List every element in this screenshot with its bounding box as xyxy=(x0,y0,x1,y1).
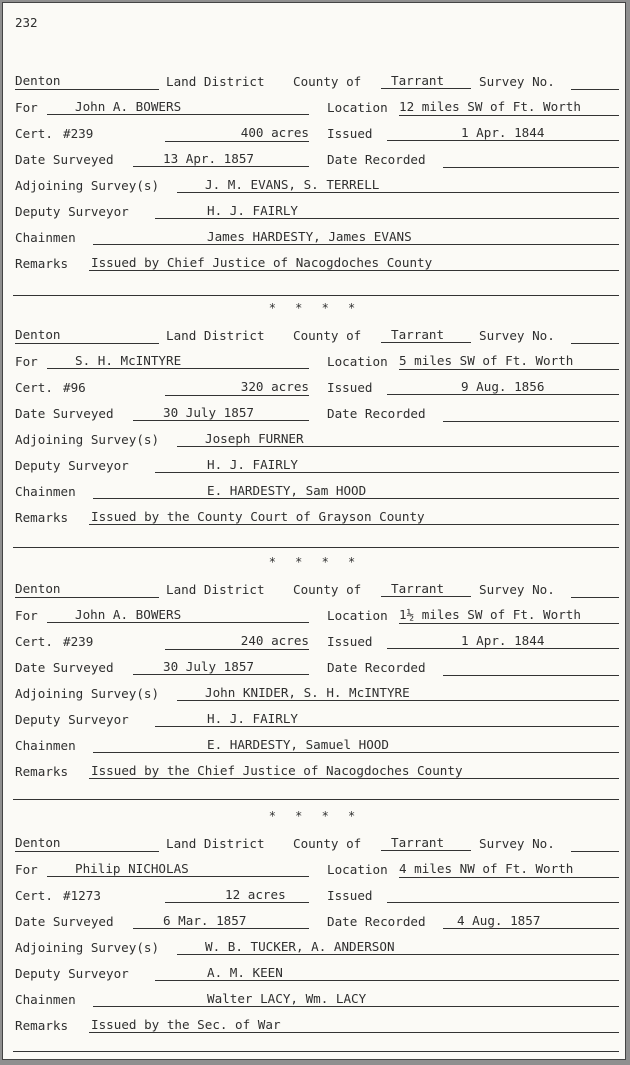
surveyed-row xyxy=(3,659,627,681)
adjoining-label: Adjoining Survey(s) xyxy=(15,686,160,701)
county-of-label: County of xyxy=(293,836,362,851)
deputy-label: Deputy Surveyor xyxy=(15,712,129,727)
remarks-label: Remarks xyxy=(15,256,69,271)
location-label: Location xyxy=(327,100,388,115)
location-value: 1½ miles SW of Ft. Worth xyxy=(399,608,619,624)
deputy-label: Deputy Surveyor xyxy=(15,458,129,473)
adjoining-value: W. B. TUCKER, A. ANDERSON xyxy=(177,940,619,955)
for-row xyxy=(3,99,627,121)
district-row xyxy=(3,327,627,349)
district-value: Denton xyxy=(15,582,159,598)
survey-no-label: Survey No. xyxy=(479,836,555,851)
remarks-continuation-line xyxy=(13,1051,619,1052)
adjoining-label: Adjoining Survey(s) xyxy=(15,940,160,955)
date-surveyed-value: 6 Mar. 1857 xyxy=(133,914,309,929)
date-recorded-label: Date Recorded xyxy=(327,406,426,421)
for-value: Philip NICHOLAS xyxy=(47,862,309,877)
adjoining-label: Adjoining Survey(s) xyxy=(15,432,160,447)
for-label: For xyxy=(15,608,38,623)
location-value: 5 miles SW of Ft. Worth xyxy=(399,354,619,370)
county-of-label: County of xyxy=(293,328,362,343)
cert-value: #1273 xyxy=(63,888,101,903)
date-surveyed-value: 13 Apr. 1857 xyxy=(133,152,309,167)
for-row xyxy=(3,353,627,375)
cert-label: Cert. xyxy=(15,126,53,141)
district-value: Denton xyxy=(15,74,159,90)
deputy-value: H. J. FAIRLY xyxy=(155,712,619,727)
record-separator: * * * * xyxy=(268,809,362,823)
survey-no-value xyxy=(571,836,619,852)
issued-value: 9 Aug. 1856 xyxy=(387,380,619,395)
chainmen-value: E. HARDESTY, Sam HOOD xyxy=(93,484,619,499)
remarks-value: Issued by the County Court of Grayson County xyxy=(89,510,619,525)
deputy-label: Deputy Surveyor xyxy=(15,204,129,219)
cert-value: #239 xyxy=(63,126,94,141)
land-district-label: Land District xyxy=(166,74,265,89)
date-recorded-value xyxy=(443,660,619,676)
remarks-continuation-line xyxy=(13,547,619,548)
survey-no-value xyxy=(571,328,619,344)
cert-row xyxy=(3,633,627,655)
chainmen-row xyxy=(3,737,627,759)
deputy-value: H. J. FAIRLY xyxy=(155,204,619,219)
county-value: Tarrant xyxy=(381,328,471,343)
county-value: Tarrant xyxy=(381,582,471,597)
chainmen-value: Walter LACY, Wm. LACY xyxy=(93,992,619,1007)
register-page xyxy=(2,2,626,1060)
deputy-row xyxy=(3,203,627,225)
date-recorded-value xyxy=(443,152,619,168)
land-district-label: Land District xyxy=(166,328,265,343)
location-value: 4 miles NW of Ft. Worth xyxy=(399,862,619,878)
for-label: For xyxy=(15,862,38,877)
deputy-row xyxy=(3,965,627,987)
date-recorded-label: Date Recorded xyxy=(327,660,426,675)
location-label: Location xyxy=(327,862,388,877)
deputy-label: Deputy Surveyor xyxy=(15,966,129,981)
county-of-label: County of xyxy=(293,74,362,89)
chainmen-row xyxy=(3,991,627,1013)
land-district-label: Land District xyxy=(166,836,265,851)
adjoining-row xyxy=(3,939,627,961)
deputy-row xyxy=(3,711,627,733)
chainmen-row xyxy=(3,483,627,505)
cert-row xyxy=(3,379,627,401)
issued-label: Issued xyxy=(327,126,373,141)
deputy-row xyxy=(3,457,627,479)
issued-label: Issued xyxy=(327,380,373,395)
cert-row xyxy=(3,125,627,147)
chainmen-value: James HARDESTY, James EVANS xyxy=(93,230,619,245)
county-value: Tarrant xyxy=(381,74,471,89)
date-surveyed-label: Date Surveyed xyxy=(15,152,114,167)
survey-record xyxy=(3,73,627,303)
acres-value: 240 acres xyxy=(165,634,309,650)
date-recorded-label: Date Recorded xyxy=(327,152,426,167)
survey-record xyxy=(3,327,627,557)
record-separator: * * * * xyxy=(268,555,362,569)
survey-record xyxy=(3,581,627,811)
record-separator: * * * * xyxy=(268,301,362,315)
for-row xyxy=(3,861,627,883)
for-label: For xyxy=(15,354,38,369)
adjoining-value: J. M. EVANS, S. TERRELL xyxy=(177,178,619,193)
remarks-value: Issued by the Sec. of War xyxy=(89,1018,619,1033)
survey-no-label: Survey No. xyxy=(479,582,555,597)
survey-no-label: Survey No. xyxy=(479,328,555,343)
surveyed-row xyxy=(3,405,627,427)
remarks-row xyxy=(3,763,627,785)
survey-record xyxy=(3,835,627,1065)
remarks-label: Remarks xyxy=(15,1018,69,1033)
adjoining-value: John KNIDER, S. H. McINTYRE xyxy=(177,686,619,701)
acres-value: 400 acres xyxy=(165,126,309,142)
issued-value: 1 Apr. 1844 xyxy=(387,634,619,649)
date-recorded-value: 4 Aug. 1857 xyxy=(443,914,619,929)
location-label: Location xyxy=(327,354,388,369)
remarks-label: Remarks xyxy=(15,764,69,779)
chainmen-label: Chainmen xyxy=(15,738,76,753)
district-row xyxy=(3,73,627,95)
chainmen-label: Chainmen xyxy=(15,992,76,1007)
deputy-value: H. J. FAIRLY xyxy=(155,458,619,473)
date-surveyed-label: Date Surveyed xyxy=(15,660,114,675)
surveyed-row xyxy=(3,913,627,935)
acres-value: 320 acres xyxy=(165,380,309,396)
cert-row xyxy=(3,887,627,909)
surveyed-row xyxy=(3,151,627,173)
date-recorded-value xyxy=(443,406,619,422)
adjoining-row xyxy=(3,431,627,453)
remarks-row xyxy=(3,255,627,277)
deputy-value: A. M. KEEN xyxy=(155,966,619,981)
for-value: S. H. McINTYRE xyxy=(47,354,309,369)
remarks-value: Issued by Chief Justice of Nacogdoches County xyxy=(89,256,619,271)
remarks-continuation-line xyxy=(13,799,619,800)
land-district-label: Land District xyxy=(166,582,265,597)
adjoining-row xyxy=(3,685,627,707)
cert-label: Cert. xyxy=(15,380,53,395)
district-row xyxy=(3,835,627,857)
county-of-label: County of xyxy=(293,582,362,597)
date-surveyed-label: Date Surveyed xyxy=(15,406,114,421)
district-value: Denton xyxy=(15,328,159,344)
for-row xyxy=(3,607,627,629)
adjoining-label: Adjoining Survey(s) xyxy=(15,178,160,193)
remarks-value: Issued by the Chief Justice of Nacogdoches County xyxy=(89,764,619,779)
survey-no-value xyxy=(571,74,619,90)
issued-label: Issued xyxy=(327,888,373,903)
for-value: John A. BOWERS xyxy=(47,100,309,115)
cert-label: Cert. xyxy=(15,888,53,903)
remarks-row xyxy=(3,1017,627,1039)
county-value: Tarrant xyxy=(381,836,471,851)
issued-label: Issued xyxy=(327,634,373,649)
chainmen-value: E. HARDESTY, Samuel HOOD xyxy=(93,738,619,753)
adjoining-row xyxy=(3,177,627,199)
chainmen-label: Chainmen xyxy=(15,484,76,499)
date-recorded-label: Date Recorded xyxy=(327,914,426,929)
for-label: For xyxy=(15,100,38,115)
district-value: Denton xyxy=(15,836,159,852)
survey-no-value xyxy=(571,582,619,598)
for-value: John A. BOWERS xyxy=(47,608,309,623)
location-label: Location xyxy=(327,608,388,623)
location-value: 12 miles SW of Ft. Worth xyxy=(399,100,619,116)
issued-value: 1 Apr. 1844 xyxy=(387,126,619,141)
chainmen-label: Chainmen xyxy=(15,230,76,245)
cert-value: #239 xyxy=(63,634,94,649)
issued-value xyxy=(387,888,619,903)
date-surveyed-value: 30 July 1857 xyxy=(133,660,309,675)
district-row xyxy=(3,581,627,603)
adjoining-value: Joseph FURNER xyxy=(177,432,619,447)
survey-no-label: Survey No. xyxy=(479,74,555,89)
remarks-label: Remarks xyxy=(15,510,69,525)
date-surveyed-value: 30 July 1857 xyxy=(133,406,309,421)
acres-value: 12 acres xyxy=(165,888,309,903)
remarks-row xyxy=(3,509,627,531)
remarks-continuation-line xyxy=(13,295,619,296)
cert-label: Cert. xyxy=(15,634,53,649)
chainmen-row xyxy=(3,229,627,251)
date-surveyed-label: Date Surveyed xyxy=(15,914,114,929)
page-number: 232 xyxy=(15,15,38,30)
cert-value: #96 xyxy=(63,380,86,395)
